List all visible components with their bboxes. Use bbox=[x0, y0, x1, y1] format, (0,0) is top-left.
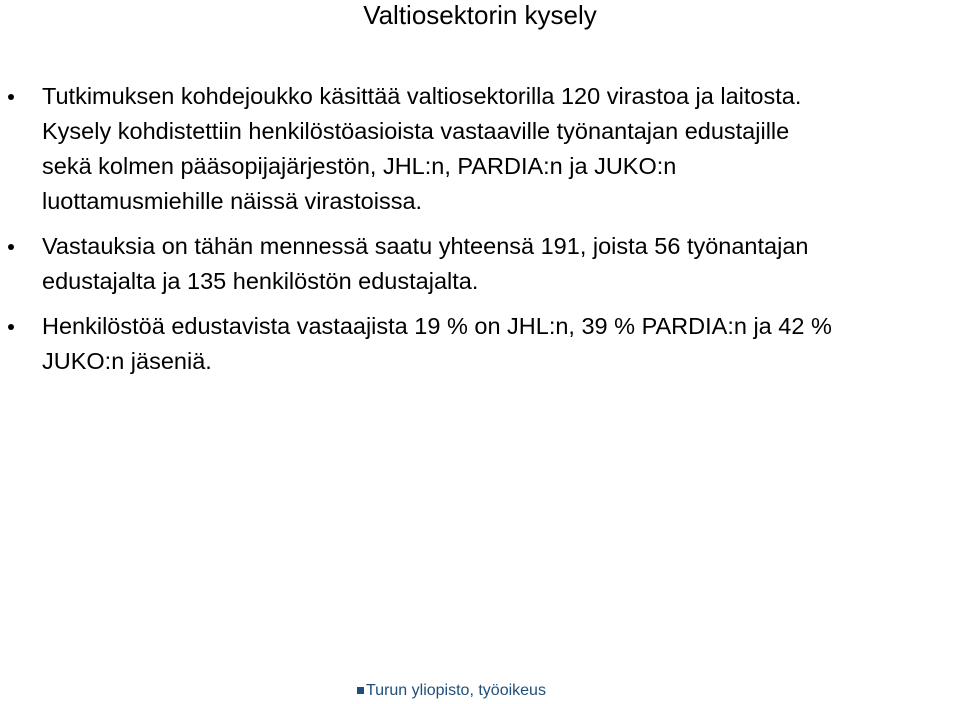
bullet-line: Vastauksia on tähän mennessä saatu yhteensä 191, joista 56 työnantajan bbox=[42, 233, 809, 259]
bullet-item-1 bbox=[0, 79, 960, 219]
bullet-item-2 bbox=[0, 229, 960, 299]
bullet-dot-icon bbox=[8, 94, 14, 100]
footer bbox=[357, 681, 546, 701]
bullet-line: luottamusmiehille näissä virastoissa. bbox=[42, 188, 423, 214]
bullet-text bbox=[42, 309, 956, 379]
bullet-line: Kysely kohdistettiin henkilöstöasioista vastaaville työnantajan edustajille bbox=[42, 118, 790, 144]
bullet-text bbox=[42, 79, 956, 219]
bullet-item-3 bbox=[0, 309, 960, 379]
bullet-line: Tutkimuksen kohdejoukko käsittää valtiosektorilla 120 virastoa ja laitosta. bbox=[42, 83, 802, 109]
slide-title: Valtiosektorin kysely bbox=[363, 0, 597, 30]
square-bullet-icon bbox=[357, 687, 364, 694]
bullet-line: edustajalta ja 135 henkilöstön edustajalta. bbox=[42, 268, 479, 294]
bullet-line: sekä kolmen pääsopijajärjestön, JHL:n, PARDIA:n ja JUKO:n bbox=[42, 153, 677, 179]
bullet-line: Henkilöstöä edustavista vastaajista 19 % on JHL:n, 39 % PARDIA:n ja 42 % bbox=[42, 313, 832, 339]
bullet-text bbox=[42, 229, 956, 299]
footer-text: Turun yliopisto, työoikeus bbox=[366, 682, 546, 699]
bullet-line: JUKO:n jäseniä. bbox=[42, 348, 212, 374]
bullet-dot-icon bbox=[8, 324, 14, 330]
bullet-dot-icon bbox=[8, 244, 14, 250]
bullet-list bbox=[0, 79, 960, 379]
